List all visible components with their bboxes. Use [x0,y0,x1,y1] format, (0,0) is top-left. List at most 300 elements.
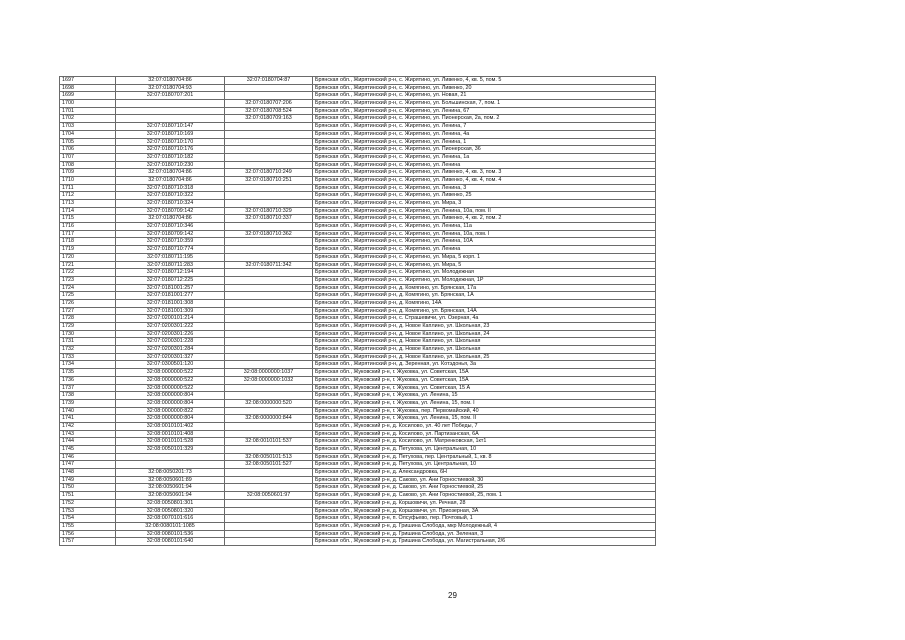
row-number-cell: 1709 [60,169,116,177]
address-cell: Брянская обл., Жирятинский р-н, с. Жирятино, ул. Пионерская, 36 [313,146,528,154]
cadastral-number-cell: 32:08:0000000:804 [116,399,225,407]
table-row [60,353,656,361]
empty-cell [527,522,656,530]
related-cadastral-number-cell [225,507,313,515]
related-cadastral-number-cell [225,84,313,92]
empty-cell [527,192,656,200]
related-cadastral-number-cell: 32:08:0050601:97 [225,492,313,500]
cadastral-number-cell: 32:07:0180710:170 [116,138,225,146]
cadastral-number-cell: 32:07:0200301:228 [116,338,225,346]
table-row [60,346,656,354]
related-cadastral-number-cell [225,323,313,331]
empty-cell [527,346,656,354]
cadastral-number-cell [116,453,225,461]
related-cadastral-number-cell: 32:08:0000000:1037 [225,369,313,377]
related-cadastral-number-cell: 32:08:0000000:1032 [225,376,313,384]
row-number-cell: 1734 [60,361,116,369]
row-number-cell: 1720 [60,253,116,261]
cadastral-number-cell: 32:08:0070101:616 [116,515,225,523]
related-cadastral-number-cell [225,238,313,246]
row-number-cell: 1733 [60,353,116,361]
empty-cell [527,215,656,223]
table-row [60,338,656,346]
row-number-cell: 1717 [60,230,116,238]
related-cadastral-number-cell: 32:07:0180710:337 [225,215,313,223]
cadastral-number-cell: 32:08:0080101:536 [116,530,225,538]
address-cell: Брянская обл., Жирятинский р-н, с. Жирятино, ул. Ливенко, 4, кв. 2, пом. 2 [313,215,528,223]
row-number-cell: 1714 [60,207,116,215]
row-number-cell: 1753 [60,507,116,515]
related-cadastral-number-cell [225,407,313,415]
cadastral-number-cell: 32:08:0050601:94 [116,484,225,492]
table-row [60,307,656,315]
empty-cell [527,200,656,208]
related-cadastral-number-cell [225,276,313,284]
related-cadastral-number-cell [225,330,313,338]
table-row [60,115,656,123]
empty-cell [527,461,656,469]
related-cadastral-number-cell [225,499,313,507]
row-number-cell: 1713 [60,200,116,208]
row-number-cell: 1712 [60,192,116,200]
cadastral-number-cell: 32:07:0180710:324 [116,200,225,208]
cadastral-number-cell: 32:08:0010101:408 [116,430,225,438]
row-number-cell: 1718 [60,238,116,246]
cadastral-number-cell: 32:07:0200301:284 [116,346,225,354]
row-number-cell: 1738 [60,392,116,400]
address-cell: Брянская обл., Жуковский р-н, д. Саково, ул. Ани Горностиевой, 30 [313,476,528,484]
empty-cell [527,515,656,523]
registry-table [59,76,656,546]
empty-cell [527,138,656,146]
table-row [60,538,656,546]
empty-cell [527,123,656,131]
cadastral-number-cell: 32:07:0180710:176 [116,146,225,154]
empty-cell [527,77,656,85]
table-row [60,522,656,530]
address-cell: Брянская обл., Жирятинский р-н, с. Жирятино, ул. Ленина, 10А [313,238,528,246]
related-cadastral-number-cell: 32:08:0010101:537 [225,438,313,446]
empty-cell [527,330,656,338]
related-cadastral-number-cell: 32:07:0180709:163 [225,115,313,123]
empty-cell [527,492,656,500]
table-row [60,92,656,100]
empty-cell [527,446,656,454]
row-number-cell: 1706 [60,146,116,154]
cadastral-number-cell: 32:07:0181001:277 [116,292,225,300]
address-cell: Брянская обл., Жуковский р-н, г. Жуковка, ул. Ленина, 15, пом. II [313,415,528,423]
table-row [60,438,656,446]
related-cadastral-number-cell [225,307,313,315]
empty-cell [527,146,656,154]
table-row [60,230,656,238]
row-number-cell: 1710 [60,176,116,184]
empty-cell [527,230,656,238]
address-cell: Брянская обл., Жирятинский р-н, с. Жирятино, ул. Ленина, 7 [313,123,528,131]
related-cadastral-number-cell: 32:08:0000000:520 [225,399,313,407]
address-cell: Брянская обл., Жуковский р-н, г. Жуковка, ул. Ленина, 15, пом. I [313,399,528,407]
table-row [60,107,656,115]
related-cadastral-number-cell [225,299,313,307]
related-cadastral-number-cell [225,353,313,361]
cadastral-number-cell: 32:08:0000000:522 [116,376,225,384]
empty-cell [527,323,656,331]
table-row [60,499,656,507]
table-row [60,407,656,415]
cadastral-number-cell: 32:07:0180704:86 [116,215,225,223]
cadastral-number-cell: 32:07:0180710:318 [116,184,225,192]
cadastral-number-cell: 32:07:0180704:86 [116,169,225,177]
related-cadastral-number-cell [225,338,313,346]
related-cadastral-number-cell: 32:07:0180710:329 [225,207,313,215]
empty-cell [527,438,656,446]
address-cell: Брянская обл., Жирятинский р-н, с. Жирятино, ул. Большинская, 7, пом. 1 [313,100,528,108]
related-cadastral-number-cell [225,92,313,100]
related-cadastral-number-cell [225,469,313,477]
address-cell: Брянская обл., Жирятинский р-н, с. Жирятино, ул. Ливенко, 4, кв. 4, пом. 4 [313,176,528,184]
row-number-cell: 1741 [60,415,116,423]
address-cell: Брянская обл., Жуковский р-н, д. Косилово, ул. 40 лет Победы, 7 [313,422,528,430]
empty-cell [527,484,656,492]
cadastral-number-cell: 32:07:0180711:195 [116,253,225,261]
empty-cell [527,184,656,192]
table-row [60,207,656,215]
row-number-cell: 1721 [60,261,116,269]
page-number: 29 [448,591,457,600]
empty-cell [527,407,656,415]
empty-cell [527,161,656,169]
empty-cell [527,315,656,323]
cadastral-number-cell: 32:07:0180704:86 [116,77,225,85]
table-row [60,153,656,161]
cadastral-number-cell: 32:07:0180710:359 [116,238,225,246]
related-cadastral-number-cell: 32:07:0180708:524 [225,107,313,115]
cadastral-number-cell: 32:08:0050801:320 [116,507,225,515]
address-cell: Брянская обл., Жирятинский р-н, д. Комягино, ул. Брянская, 14А [313,307,528,315]
table-row [60,530,656,538]
table-row [60,176,656,184]
related-cadastral-number-cell [225,146,313,154]
cadastral-number-cell: 32:08:0050801:301 [116,499,225,507]
address-cell: Брянская обл., Жирятинский р-н, с. Жирятино, ул. Ленина, 1 [313,138,528,146]
cadastral-number-cell: 32:07:0180710:774 [116,246,225,254]
row-number-cell: 1726 [60,299,116,307]
table-row [60,100,656,108]
address-cell: Брянская обл., Жирятинский р-н, с. Жирятино, ул. Ленина, 1а [313,153,528,161]
row-number-cell: 1739 [60,399,116,407]
row-number-cell: 1719 [60,246,116,254]
related-cadastral-number-cell [225,430,313,438]
row-number-cell: 1747 [60,461,116,469]
empty-cell [527,422,656,430]
table-row [60,169,656,177]
address-cell: Брянская обл., Жирятинский р-н, д. Новое Каплино, ул. Школьная, 25 [313,353,528,361]
row-number-cell: 1731 [60,338,116,346]
address-cell: Брянская обл., Жуковский р-н, д. Петухова, пер. Центральный, 1, кв. 8 [313,453,528,461]
related-cadastral-number-cell [225,346,313,354]
related-cadastral-number-cell: 32:07:0180707:206 [225,100,313,108]
table-row [60,84,656,92]
empty-cell [527,507,656,515]
empty-cell [527,353,656,361]
address-cell: Брянская обл., Жирятинский р-н, д. Новое Каплино, ул. Школьная, 24 [313,330,528,338]
table-row [60,399,656,407]
empty-cell [527,176,656,184]
related-cadastral-number-cell: 32:07:0180710:251 [225,176,313,184]
empty-cell [527,299,656,307]
related-cadastral-number-cell: 32:07:0180710:362 [225,230,313,238]
address-cell: Брянская обл., Жуковский р-н, д. Гришина Слобода, мкр Молодежный, 4 [313,522,528,530]
row-number-cell: 1715 [60,215,116,223]
table-row [60,323,656,331]
related-cadastral-number-cell: 32:08:0000000:844 [225,415,313,423]
row-number-cell: 1755 [60,522,116,530]
table-row [60,446,656,454]
row-number-cell: 1728 [60,315,116,323]
cadastral-number-cell [116,115,225,123]
empty-cell [527,246,656,254]
related-cadastral-number-cell [225,130,313,138]
row-number-cell: 1723 [60,276,116,284]
related-cadastral-number-cell [225,484,313,492]
table-row [60,138,656,146]
row-number-cell: 1724 [60,284,116,292]
address-cell: Брянская обл., Жирятинский р-н, д. Зеренная, ул. Котэдонья, 3а [313,361,528,369]
table-row [60,369,656,377]
row-number-cell: 1707 [60,153,116,161]
address-cell: Брянская обл., Жирятинский р-н, с. Жирятино, ул. Новая, 21 [313,92,528,100]
address-cell: Брянская обл., Жуковский р-н, д. Гришина Слобода, ул. Магистральная, 2/6 [313,538,528,546]
cadastral-number-cell: 32:08:0000000:822 [116,407,225,415]
address-cell: Брянская обл., Жирятинский р-н, с. Жирятино, ул. Пионерская, 2а, пом. 2 [313,115,528,123]
row-number-cell: 1746 [60,453,116,461]
table-row [60,415,656,423]
address-cell: Брянская обл., Жирятинский р-н, с. Жирятино, ул. Ливенко, 4, кв. 3, пом. 3 [313,169,528,177]
empty-cell [527,276,656,284]
table-row [60,238,656,246]
address-cell: Брянская обл., Жирятинский р-н, с. Жирятино, ул. Ливенко, 20 [313,84,528,92]
row-number-cell: 1737 [60,384,116,392]
row-number-cell: 1725 [60,292,116,300]
empty-cell [527,430,656,438]
address-cell: Брянская обл., Жуковский р-н, д. Коршовичи, ул. Приозерная, 3А [313,507,528,515]
row-number-cell: 1752 [60,499,116,507]
related-cadastral-number-cell [225,384,313,392]
empty-cell [527,115,656,123]
cadastral-number-cell: 32:07:0180710:346 [116,223,225,231]
row-number-cell: 1703 [60,123,116,131]
address-cell: Брянская обл., Жуковский р-н, г. Жуковка, ул. Советская, 15 А [313,384,528,392]
table-row [60,392,656,400]
cadastral-number-cell: 32:07:0180710:182 [116,153,225,161]
empty-cell [527,107,656,115]
cadastral-number-cell: 32:07:0181001:308 [116,299,225,307]
cadastral-number-cell: 32:08:0010101:402 [116,422,225,430]
row-number-cell: 1701 [60,107,116,115]
table-row [60,492,656,500]
cadastral-number-cell: 32:08:0080101:1085 [116,522,225,530]
related-cadastral-number-cell [225,246,313,254]
empty-cell [527,130,656,138]
address-cell: Брянская обл., Жуковский р-н, д. Гришина Слобода, ул. Зеленая, 3 [313,530,528,538]
cadastral-number-cell: 32:07:0180712:194 [116,269,225,277]
address-cell: Брянская обл., Жирятинский р-н, д. Комягино, ул. Брянская, 17а [313,284,528,292]
address-cell: Брянская обл., Жирятинский р-н, с. Жирятино, ул. Ленина [313,246,528,254]
row-number-cell: 1698 [60,84,116,92]
row-number-cell: 1757 [60,538,116,546]
related-cadastral-number-cell [225,392,313,400]
empty-cell [527,269,656,277]
row-number-cell: 1756 [60,530,116,538]
address-cell: Брянская обл., Жуковский р-н, д. Коршовичи, ул. Речная, 28 [313,499,528,507]
row-number-cell: 1735 [60,369,116,377]
row-number-cell: 1730 [60,330,116,338]
row-number-cell: 1750 [60,484,116,492]
registry-table-body [60,77,656,546]
row-number-cell: 1711 [60,184,116,192]
address-cell: Брянская обл., Жирятинский р-н, с. Жирятино, ул. Ленина, 11а [313,223,528,231]
address-cell: Брянская обл., Жуковский р-н, д. Саково, ул. Ани Горностиевой, 25, пом. 1 [313,492,528,500]
table-row [60,77,656,85]
row-number-cell: 1749 [60,476,116,484]
address-cell: Брянская обл., Жирятинский р-н, д. Новое Каплино, ул. Школьная [313,338,528,346]
address-cell: Брянская обл., Жирятинский р-н, с. Жирятино, ул. Ленина, 10а, пом. I [313,230,528,238]
cadastral-number-cell: 32:08:0000000:804 [116,392,225,400]
table-row [60,215,656,223]
address-cell: Брянская обл., Жуковский р-н, д. Саково, ул. Ани Горностиевой, 25 [313,484,528,492]
cadastral-number-cell: 32:07:0180707:201 [116,92,225,100]
cadastral-number-cell: 32:08:0050601:94 [116,492,225,500]
address-cell: Брянская обл., Жирятинский р-н, с. Жирятино, ул. Ленина, 67 [313,107,528,115]
related-cadastral-number-cell: 32:08:0050101:513 [225,453,313,461]
table-row [60,384,656,392]
empty-cell [527,499,656,507]
table-row [60,200,656,208]
empty-cell [527,392,656,400]
address-cell: Брянская обл., Жирятинский р-н, с. Жирятино, ул. Ленина [313,161,528,169]
empty-cell [527,384,656,392]
table-row [60,184,656,192]
table-row [60,515,656,523]
address-cell: Брянская обл., Жирятинский р-н, с. Жирятино, ул. Молодежная [313,269,528,277]
related-cadastral-number-cell [225,315,313,323]
table-row [60,461,656,469]
address-cell: Брянская обл., Жуковский р-н, д. Петухова, ул. Центральная, 10 [313,461,528,469]
row-number-cell: 1742 [60,422,116,430]
empty-cell [527,453,656,461]
empty-cell [527,84,656,92]
cadastral-number-cell: 32:08:0010101:528 [116,438,225,446]
cadastral-number-cell [116,107,225,115]
table-row [60,292,656,300]
table-row [60,430,656,438]
related-cadastral-number-cell: 32:08:0050101:527 [225,461,313,469]
row-number-cell: 1732 [60,346,116,354]
address-cell: Брянская обл., Жуковский р-н, г. Жуковка, ул. Ленина, 15 [313,392,528,400]
address-cell: Брянская обл., Жирятинский р-н, с. Жирятино, ул. Ленина, 10а, пом. II [313,207,528,215]
address-cell: Брянская обл., Жуковский р-н, г. Жуковка, ул. Советская, 15А [313,369,528,377]
table-row [60,284,656,292]
cadastral-number-cell: 32:07:0181001:257 [116,284,225,292]
address-cell: Брянская обл., Жуковский р-н, д. Косилово, ул. Матренковская, 1кт1 [313,438,528,446]
cadastral-number-cell: 32:07:0180711:283 [116,261,225,269]
empty-cell [527,415,656,423]
address-cell: Брянская обл., Жирятинский р-н, с. Жирятино, ул. Ленина, 3 [313,184,528,192]
table-row [60,123,656,131]
empty-cell [527,376,656,384]
row-number-cell: 1699 [60,92,116,100]
related-cadastral-number-cell [225,284,313,292]
empty-cell [527,92,656,100]
table-row [60,507,656,515]
empty-cell [527,284,656,292]
empty-cell [527,100,656,108]
related-cadastral-number-cell [225,223,313,231]
table-row [60,223,656,231]
row-number-cell: 1708 [60,161,116,169]
related-cadastral-number-cell [225,184,313,192]
empty-cell [527,361,656,369]
empty-cell [527,292,656,300]
row-number-cell: 1722 [60,269,116,277]
address-cell: Брянская обл., Жирятинский р-н, с. Жирятино, ул. Ливенко, 4, кв. 5, пом. 5 [313,77,528,85]
cadastral-number-cell: 32:07:0180704:93 [116,84,225,92]
address-cell: Брянская обл., Жуковский р-н, д. Александровка, 6Н [313,469,528,477]
empty-cell [527,253,656,261]
related-cadastral-number-cell [225,161,313,169]
related-cadastral-number-cell [225,292,313,300]
empty-cell [527,223,656,231]
cadastral-number-cell: 32:08:0050101:329 [116,446,225,454]
related-cadastral-number-cell [225,422,313,430]
table-row [60,330,656,338]
table-row [60,161,656,169]
cadastral-number-cell: 32:07:0300501:120 [116,361,225,369]
address-cell: Брянская обл., Жуковский р-н, г. Жуковка, ул. Советская, 15А [313,376,528,384]
row-number-cell: 1743 [60,430,116,438]
table-row [60,253,656,261]
row-number-cell: 1744 [60,438,116,446]
address-cell: Брянская обл., Жирятинский р-н, с. Жирятино, ул. Молодежная, 1Р [313,276,528,284]
cadastral-number-cell: 32:07:0180710:147 [116,123,225,131]
address-cell: Брянская обл., Жуковский р-н, п. Олсуфьево, пер. Почтовый, 1 [313,515,528,523]
table-row [60,476,656,484]
empty-cell [527,369,656,377]
row-number-cell: 1751 [60,492,116,500]
table-row [60,422,656,430]
empty-cell [527,207,656,215]
table-row [60,146,656,154]
empty-cell [527,476,656,484]
table-row [60,453,656,461]
cadastral-number-cell: 32:07:0181001:309 [116,307,225,315]
cadastral-number-cell: 32:08:0000000:804 [116,415,225,423]
table-row [60,276,656,284]
empty-cell [527,530,656,538]
cadastral-number-cell: 32:08:0000000:522 [116,384,225,392]
empty-cell [527,338,656,346]
related-cadastral-number-cell: 32:07:0180704:87 [225,77,313,85]
empty-cell [527,538,656,546]
related-cadastral-number-cell [225,515,313,523]
row-number-cell: 1748 [60,469,116,477]
related-cadastral-number-cell [225,361,313,369]
address-cell: Брянская обл., Жирятинский р-н, с. Жирятино, ул. Мира, 5 корп. 1 [313,253,528,261]
address-cell: Брянская обл., Жирятинский р-н, с. Жирятино, ул. Мира, 5 [313,261,528,269]
address-cell: Брянская обл., Жуковский р-н, д. Петухова, ул. Центральная, 10 [313,446,528,454]
address-cell: Брянская обл., Жирятинский р-н, д. Комягино, ул. Брянская, 1А [313,292,528,300]
related-cadastral-number-cell [225,138,313,146]
